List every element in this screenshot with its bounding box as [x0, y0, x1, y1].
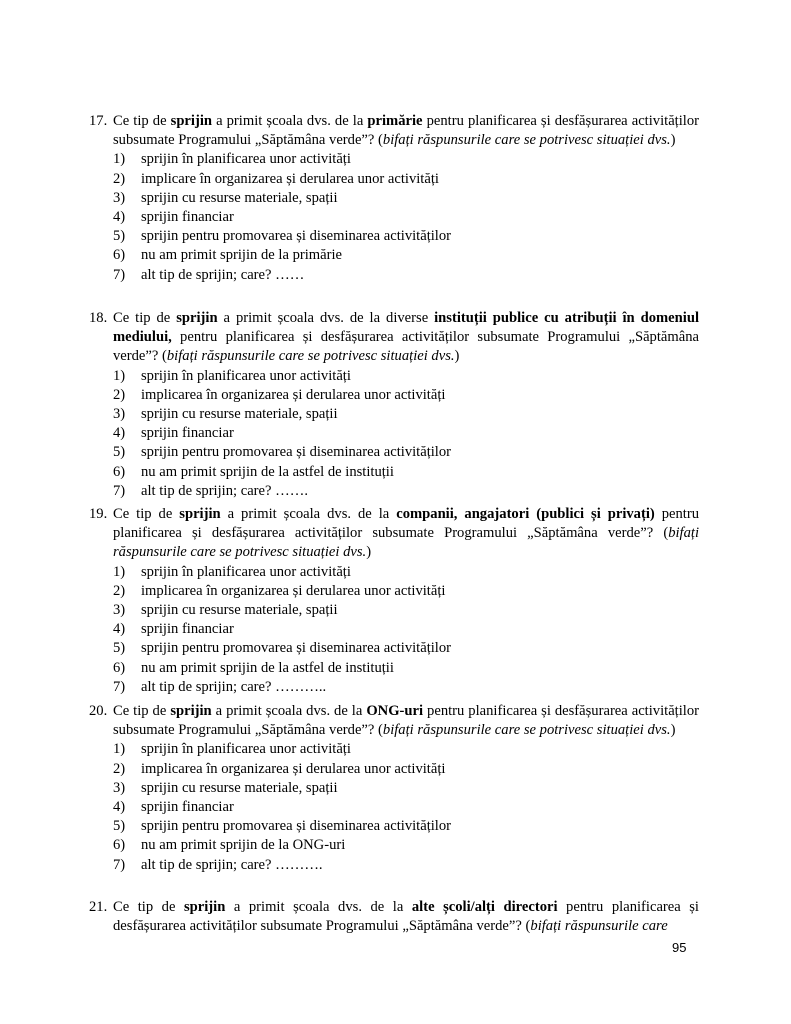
question-19	[89, 505, 699, 697]
answer-option[interactable]	[113, 856, 699, 875]
option-label: sprijin cu resurse materiale, spații	[141, 601, 338, 618]
option-label: nu am primit sprijin de la ONG-uri	[141, 837, 346, 854]
option-number: 2)	[113, 170, 126, 187]
text-segment: a primit școala dvs. de la	[211, 703, 367, 719]
option-number: 7)	[113, 482, 126, 499]
option-label: sprijin pentru promovarea și diseminarea activităților	[141, 818, 452, 835]
option-number: 7)	[113, 266, 126, 283]
answer-option[interactable]	[113, 601, 699, 620]
option-number: 2)	[113, 582, 126, 599]
question-number: 20.	[89, 703, 108, 719]
option-number: 4)	[113, 798, 126, 815]
answer-option[interactable]	[113, 170, 699, 189]
option-label: sprijin financiar	[141, 621, 234, 638]
option-number: 3)	[113, 779, 126, 796]
question-text	[113, 899, 699, 934]
option-label: sprijin în planificarea unor activități	[141, 563, 351, 580]
emphasis-text: sprijin	[179, 506, 221, 522]
answer-options	[89, 367, 699, 501]
question-18	[89, 309, 699, 501]
question-20	[89, 702, 699, 875]
option-number: 1)	[113, 367, 126, 384]
answer-option[interactable]	[113, 760, 699, 779]
option-label: implicarea în organizarea și derularea unor activități	[141, 582, 446, 599]
option-number: 4)	[113, 621, 126, 638]
answer-option[interactable]	[113, 817, 699, 836]
option-label: sprijin pentru promovarea și diseminarea activităților	[141, 228, 452, 245]
option-number: 1)	[113, 563, 126, 580]
option-number: 3)	[113, 405, 126, 422]
emphasis-text: sprijin	[183, 899, 226, 915]
answer-option[interactable]	[113, 740, 699, 759]
option-label: nu am primit sprijin de la astfel de instituții	[141, 463, 394, 480]
option-label: implicare în organizarea și derularea unor activități	[141, 170, 439, 187]
emphasis-text: sprijin	[176, 310, 218, 326]
option-number: 5)	[113, 640, 126, 657]
answer-option[interactable]	[113, 227, 699, 246]
text-segment: Ce tip de	[113, 703, 171, 719]
text-segment: Ce tip de	[113, 310, 177, 326]
answer-option[interactable]	[113, 563, 699, 582]
answer-option[interactable]	[113, 150, 699, 169]
option-number: 4)	[113, 208, 126, 225]
answer-option[interactable]	[113, 208, 699, 227]
question-header	[89, 309, 699, 367]
question-17	[89, 112, 699, 285]
option-number: 7)	[113, 856, 126, 873]
text-segment: pentru planificarea și desfășurarea activităților subsumate Programului „Săptămâna verde”? (	[113, 506, 699, 542]
option-number: 6)	[113, 659, 126, 676]
option-number: 6)	[113, 837, 126, 854]
answer-option[interactable]	[113, 639, 699, 658]
answer-option[interactable]	[113, 367, 699, 386]
answer-option[interactable]	[113, 246, 699, 265]
option-label: alt tip de sprijin; care? ………..	[141, 678, 327, 695]
option-number: 7)	[113, 678, 126, 695]
option-number: 1)	[113, 151, 126, 168]
answer-option[interactable]	[113, 678, 699, 697]
question-header	[89, 702, 699, 740]
answer-option[interactable]	[113, 266, 699, 285]
text-segment: a primit școala dvs. de la	[212, 113, 368, 129]
answer-option[interactable]	[113, 836, 699, 855]
option-number: 2)	[113, 760, 126, 777]
question-number: 18.	[89, 310, 108, 326]
text-segment: Ce tip de	[113, 113, 171, 129]
option-label: sprijin în planificarea unor activități	[141, 151, 351, 168]
option-number: 2)	[113, 386, 126, 403]
option-number: 5)	[113, 444, 126, 461]
emphasis-text: companii, angajatori (publici și privați)	[396, 506, 655, 522]
answer-option[interactable]	[113, 189, 699, 208]
option-label: nu am primit sprijin de la primărie	[141, 247, 343, 264]
option-label: implicarea în organizarea și derularea unor activități	[141, 386, 446, 403]
question-number: 21.	[89, 899, 108, 915]
option-label: sprijin financiar	[141, 208, 234, 225]
option-label: sprijin financiar	[141, 798, 234, 815]
option-label: alt tip de sprijin; care? …….	[141, 482, 308, 499]
question-number: 17.	[89, 113, 108, 129]
text-segment: a primit școala dvs. de la	[225, 899, 412, 915]
answer-option[interactable]	[113, 659, 699, 678]
option-number: 4)	[113, 425, 126, 442]
option-label: sprijin pentru promovarea și diseminarea activităților	[141, 640, 452, 657]
text-segment: pentru planificarea și desfășurarea activităților subsumate Programului „Săptămâna verde”? (	[113, 113, 699, 149]
option-label: sprijin cu resurse materiale, spații	[141, 189, 338, 206]
option-number: 6)	[113, 463, 126, 480]
instruction-text: bifați răspunsurile care se potrivesc situației dvs.	[166, 348, 455, 365]
option-number: 1)	[113, 741, 126, 758]
text-segment: )	[366, 544, 372, 561]
answer-option[interactable]	[113, 463, 699, 482]
answer-options	[89, 563, 699, 697]
question-21	[89, 898, 699, 936]
page-number: 95	[672, 940, 687, 955]
option-label: implicarea în organizarea și derularea unor activități	[141, 760, 446, 777]
option-label: alt tip de sprijin; care? ……	[141, 266, 305, 283]
option-label: sprijin cu resurse materiale, spații	[141, 405, 338, 422]
answer-option[interactable]	[113, 424, 699, 443]
option-label: sprijin cu resurse materiale, spații	[141, 779, 338, 796]
answer-option[interactable]	[113, 798, 699, 817]
text-segment: pentru planificarea și desfășurarea activităților subsumate Programului „Săptămâna verde”? (	[113, 703, 699, 739]
text-segment: )	[454, 348, 460, 365]
text-segment: )	[670, 132, 676, 149]
question-text	[113, 310, 699, 364]
text-segment: Ce tip de	[113, 899, 184, 915]
question-header	[89, 112, 699, 150]
instruction-text: bifați răspunsurile care se potrivesc situației dvs.	[382, 722, 671, 739]
emphasis-text: ONG-uri	[366, 703, 424, 719]
answer-option[interactable]	[113, 582, 699, 601]
text-segment: pentru planificarea și desfășurarea activităților subsumate Programului „Săptămâna verde”? (	[113, 329, 699, 365]
answer-option[interactable]	[113, 386, 699, 405]
answer-option[interactable]	[113, 482, 699, 501]
text-segment: a primit școala dvs. de la diverse	[217, 310, 435, 326]
option-number: 5)	[113, 818, 126, 835]
option-number: 3)	[113, 189, 126, 206]
emphasis-text: instituții publice cu atribuții în domeniul mediului,	[113, 310, 700, 346]
answer-option[interactable]	[113, 443, 699, 462]
answer-option[interactable]	[113, 620, 699, 639]
text-segment: Ce tip de	[113, 506, 180, 522]
emphasis-text: sprijin	[170, 113, 212, 129]
option-number: 5)	[113, 228, 126, 245]
instruction-text: bifați răspunsurile care se potrivesc situației dvs.	[113, 525, 699, 561]
question-number: 19.	[89, 506, 108, 522]
option-label: sprijin în planificarea unor activități	[141, 741, 351, 758]
option-label: alt tip de sprijin; care? ……….	[141, 856, 323, 873]
option-number: 3)	[113, 601, 126, 618]
instruction-text: bifați răspunsurile care	[530, 918, 668, 935]
text-segment: a primit școala dvs. de la	[220, 506, 397, 522]
answer-option[interactable]	[113, 779, 699, 798]
text-segment: )	[670, 722, 676, 739]
question-text	[113, 113, 699, 148]
question-header	[89, 898, 699, 936]
answer-options	[89, 150, 699, 284]
text-segment: pentru planificarea și desfășurarea activităților subsumate Programului „Săptămâna verde”? (	[113, 899, 699, 935]
question-text	[113, 703, 699, 738]
instruction-text: bifați răspunsurile care se potrivesc situației dvs.	[382, 132, 671, 149]
option-label: sprijin pentru promovarea și diseminarea activităților	[141, 444, 452, 461]
emphasis-text: sprijin	[170, 703, 212, 719]
question-header	[89, 505, 699, 563]
emphasis-text: alte școli/alți directori	[411, 899, 558, 915]
option-label: nu am primit sprijin de la astfel de instituții	[141, 659, 394, 676]
emphasis-text: primărie	[367, 113, 423, 129]
question-text	[113, 506, 699, 560]
answer-options	[89, 740, 699, 874]
option-number: 6)	[113, 247, 126, 264]
answer-option[interactable]	[113, 405, 699, 424]
option-label: sprijin financiar	[141, 425, 234, 442]
option-label: sprijin în planificarea unor activități	[141, 367, 351, 384]
